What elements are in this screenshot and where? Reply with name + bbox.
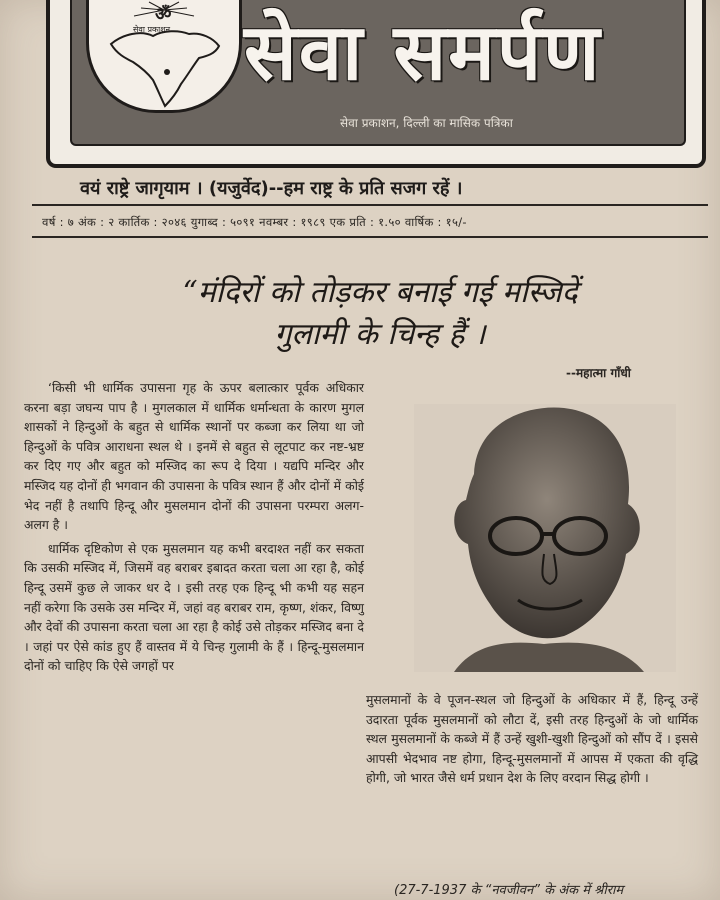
masthead <box>46 0 706 168</box>
headline-line-1: “मंदिरों को तोड़कर बनाई गई मस्जिदें <box>182 275 578 310</box>
divider-bottom <box>32 236 708 238</box>
publication-title: सेवा समर्पण <box>244 7 602 98</box>
publication-subtitle: सेवा प्रकाशन, दिल्ली का मासिक पत्रिका <box>340 116 513 130</box>
source-note: (27-7-1937 के “नवजीवन” के अंक में श्रीराम <box>394 883 624 898</box>
emblem <box>86 0 242 113</box>
slogan: वयं राष्ट्रे जागृयाम । (यजुर्वेद)--हम राष्ट्र के प्रति सजग रहें । <box>80 178 463 199</box>
portrait-illustration <box>414 404 676 672</box>
article-left-column <box>24 378 364 680</box>
headline-line-2: गुलामी के चिन्ह हैं । <box>274 317 486 352</box>
paragraph: धार्मिक दृष्टिकोण से एक मुसलमान यह कभी बरदाश्त नहीं कर सकता कि उसकी मस्जिद में, जिसमें वह बराबर इबादत करता चला आ रहा है, कोई हिन्दू उसमें कुछ ले जाकर धर दे । इसी तरह एक हिन्दू भी कभी यह सहन नहीं करेगा कि उसके उस मन्दिर में, जहां वह बराबर राम, कृष्ण, शंकर, विष्णु और देवों की उपासना करता चला आ रहा है कोई उसे तोड़कर मस्जिद बना दे । जहां पर ऐसे कांड हुए हैं वास्तव में ये चिन्ह गुलामी के हैं । हिन्दू-मुसलमान दोनों को चाहिए कि ऐसे जगहों पर <box>24 540 364 674</box>
attribution: --महात्मा गाँधी <box>566 366 631 380</box>
issue-details: वर्ष : ७ अंक : २ कार्तिक : २०४६ युगाब्द : ५०९१ नवम्बर : १९८९ एक प्रति : १.५० वार्षिक : १५/- <box>42 215 467 229</box>
article-right-column <box>366 690 698 788</box>
om-symbol: ॐ <box>155 4 172 25</box>
gandhi-portrait <box>414 404 676 672</box>
paragraph: मुसलमानों के वे पूजन-स्थल जो हिन्दुओं के अधिकार में हैं, हिन्दू उन्हें उदारता पूर्वक मुसलमानों को लौटा दें, इसी तरह हिन्दुओं के जो धार्मिक स्थल मुसलमानों के कब्जे में हैं उन्हें खुशी-खुशी हिन्दुओं को सौंप दें । इससे आपसी भेदभाव नष्ट होगा, हिन्दू-मुसलमानों में आपस में एकता की वृद्धि होगी, जो भारत जैसे धर्म प्रधान देश के लिए वरदान सिद्ध होगी । <box>366 692 698 786</box>
emblem-text: सेवा प्रकाशन <box>133 25 171 34</box>
divider-top <box>32 204 708 206</box>
paragraph: ‘किसी भी धार्मिक उपासना गृह के ऊपर बलात्कार पूर्वक अधिकार करना बड़ा जघन्य पाप है । मुगलकाल में धार्मिक धर्मान्धता के कारण मुगल शासकों ने हिन्दुओं के बहुत से धार्मिक स्थानों पर कब्जा कर लिया था जो हिन्दुओं के पवित्र आराधना स्थल थे । इनमें से बहुत से लूटपाट कर नष्ट-भ्रष्ट कर दिए गए और बहुत को मस्जिद का रूप दे दिया । यद्यपि मन्दिर और मस्जिद यह दोनों ही भगवान की उपासना के पवित्र स्थान हैं और दोनों में कोई भेद नहीं है तथापि हिन्दू और मुसलमान दोनों की उपासना परम्परा अलग-अलग है । <box>24 380 364 533</box>
masthead-banner <box>70 0 686 146</box>
